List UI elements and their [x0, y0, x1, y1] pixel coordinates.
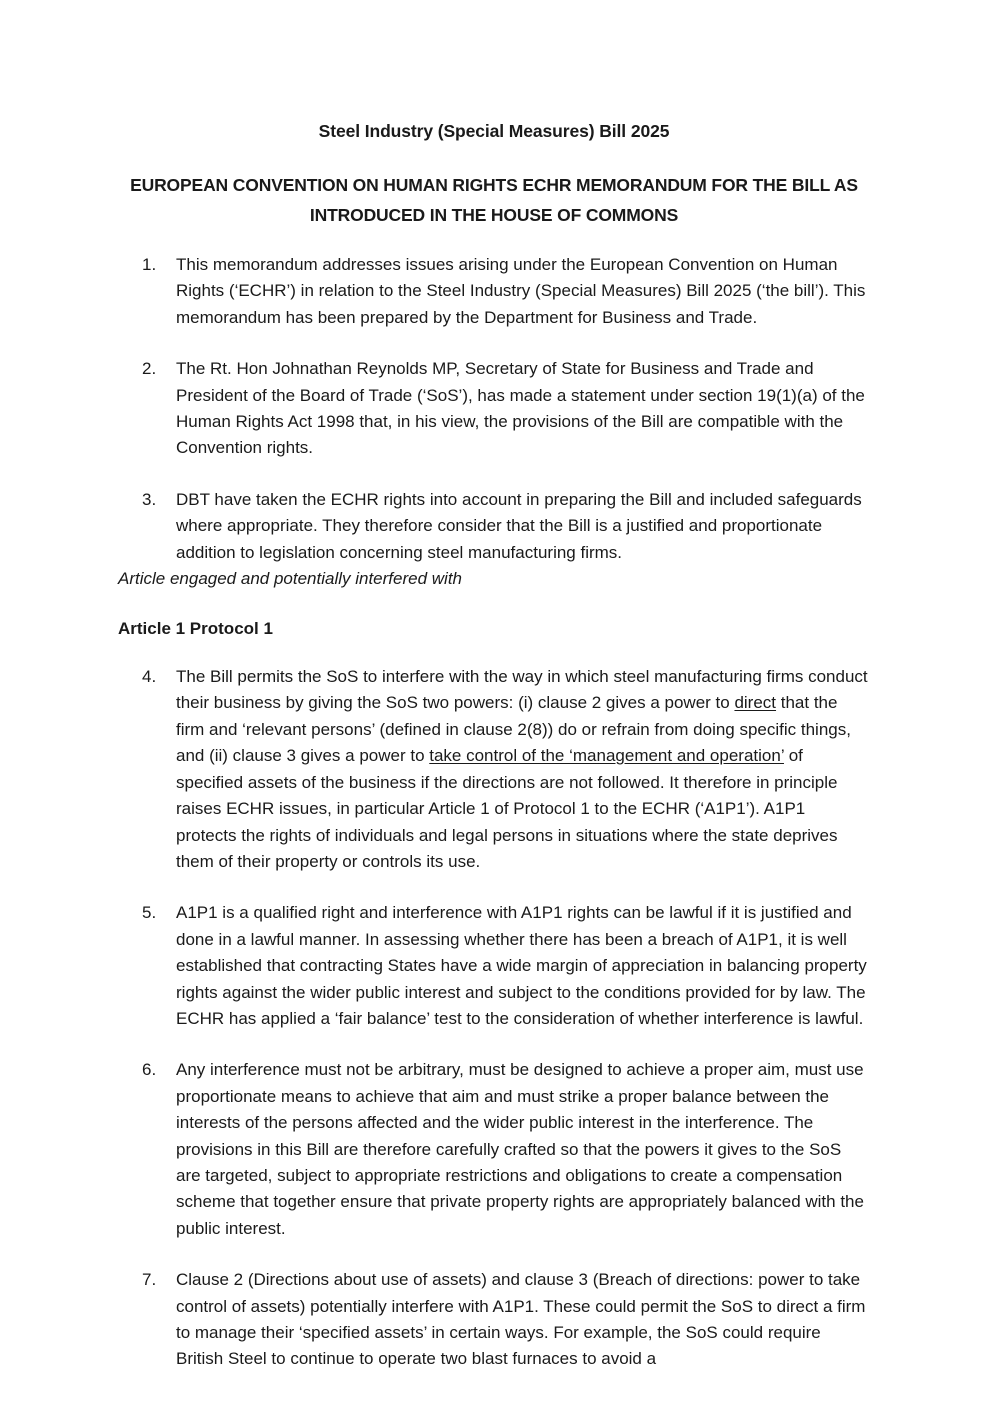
paragraph-text [176, 900, 870, 1032]
paragraph-number: 7. [142, 1270, 157, 1290]
text-run: The Bill permits the SoS to interfere with the way in which steel manufacturing firms conduct their business by giving the SoS two powers: (i) clause 2 gives a power to [176, 667, 868, 713]
paragraph-number: 4. [142, 667, 157, 687]
document-subtitle: EUROPEAN CONVENTION ON HUMAN RIGHTS ECHR MEMORANDUM FOR THE BILL AS INTRODUCED IN THE HOUSE OF COMMONS [130, 175, 858, 225]
text-run: that the firm and ‘relevant persons’ (defined in clause 2(8)) do or refrain from doing specific things, and (ii) clause 3 gives a power to [176, 693, 851, 766]
numbered-paragraph [118, 1057, 870, 1242]
section-heading-article-1-protocol-1: Article 1 Protocol 1 [118, 619, 273, 639]
numbered-paragraph [118, 664, 870, 875]
paragraph-number: 5. [142, 903, 157, 923]
underlined-phrase: take control of the ‘management and operation’ [429, 746, 784, 766]
text-run: A1P1 is a qualified right and interference with A1P1 rights can be lawful if it is justified and done in a lawful manner. In assessing whether there has been a breach of A1P1, it is well established that contracting States have a wide margin of appreciation in balancing property rights against the wider public interest and subject to the conditions provided for by law. The ECHR has applied a ‘fair balance’ test to the consideration of whether interference is lawful. [176, 903, 867, 1028]
a1p1-paragraph-list [118, 664, 870, 1373]
numbered-paragraph [118, 487, 870, 566]
numbered-paragraph [118, 252, 870, 331]
text-run: of specified assets of the business if the directions are not followed. It therefore in principle raises ECHR issues, in particular Article 1 of Protocol 1 to the ECHR (‘A1P1’). A1P1 protects the rights of individuals and legal persons in situations where the state deprives them of their property or controls its use. [176, 746, 838, 871]
section-heading-article-engaged: Article engaged and potentially interfered with [118, 569, 462, 589]
paragraph-text [176, 1057, 870, 1242]
intro-paragraph-list [118, 252, 870, 566]
paragraph-number: 3. [142, 489, 157, 509]
numbered-paragraph [118, 356, 870, 462]
document-title: Steel Industry (Special Measures) Bill 2025 [318, 121, 670, 141]
paragraph-number: 2. [142, 359, 157, 379]
text-run: Any interference must not be arbitrary, must be designed to achieve a proper aim, must use proportionate means to achieve that aim and must strike a proper balance between the interests of the persons affected and the wider public interest in the interference. The provisions in this Bill are therefore carefully crafted so that the powers it gives to the SoS are targeted, subject to appropriate restrictions and obligations to create a compensation scheme that together ensure that private property rights are appropriately balanced with the public interest. [176, 1060, 864, 1238]
text-run: Clause 2 (Directions about use of assets) and clause 3 (Breach of directions: power to take control of assets) potentially interfere with A1P1. These could permit the SoS to direct a firm to manage their ‘specified assets’ in certain ways. For example, the SoS could require British Steel to continue to operate two blast furnaces to avoid a [176, 1270, 866, 1369]
paragraph-text: This memorandum addresses issues arising under the European Convention on Human Rights (‘ECHR’) in relation to the Steel Industry (Special Measures) Bill 2025 (‘the bill’). This memorandum has been prepared by the Department for Business and Trade. [176, 255, 866, 327]
paragraph-text: The Rt. Hon Johnathan Reynolds MP, Secretary of State for Business and Trade and President of the Board of Trade (‘SoS’), has made a statement under section 19(1)(a) of the Human Rights Act 1998 that, in his view, the provisions of the Bill are compatible with the Convention rights. [176, 359, 865, 458]
paragraph-text [176, 664, 870, 875]
paragraph-number: 1. [142, 255, 157, 274]
numbered-paragraph [118, 900, 870, 1032]
paragraph-number: 6. [142, 1060, 157, 1080]
numbered-paragraph [118, 1267, 870, 1373]
underlined-phrase: direct [734, 693, 777, 713]
paragraph-text: DBT have taken the ECHR rights into account in preparing the Bill and included safeguards where appropriate. They therefore consider that the Bill is a justified and proportionate addition to legislation concerning steel manufacturing firms. [176, 489, 862, 562]
paragraph-text [176, 1267, 870, 1373]
